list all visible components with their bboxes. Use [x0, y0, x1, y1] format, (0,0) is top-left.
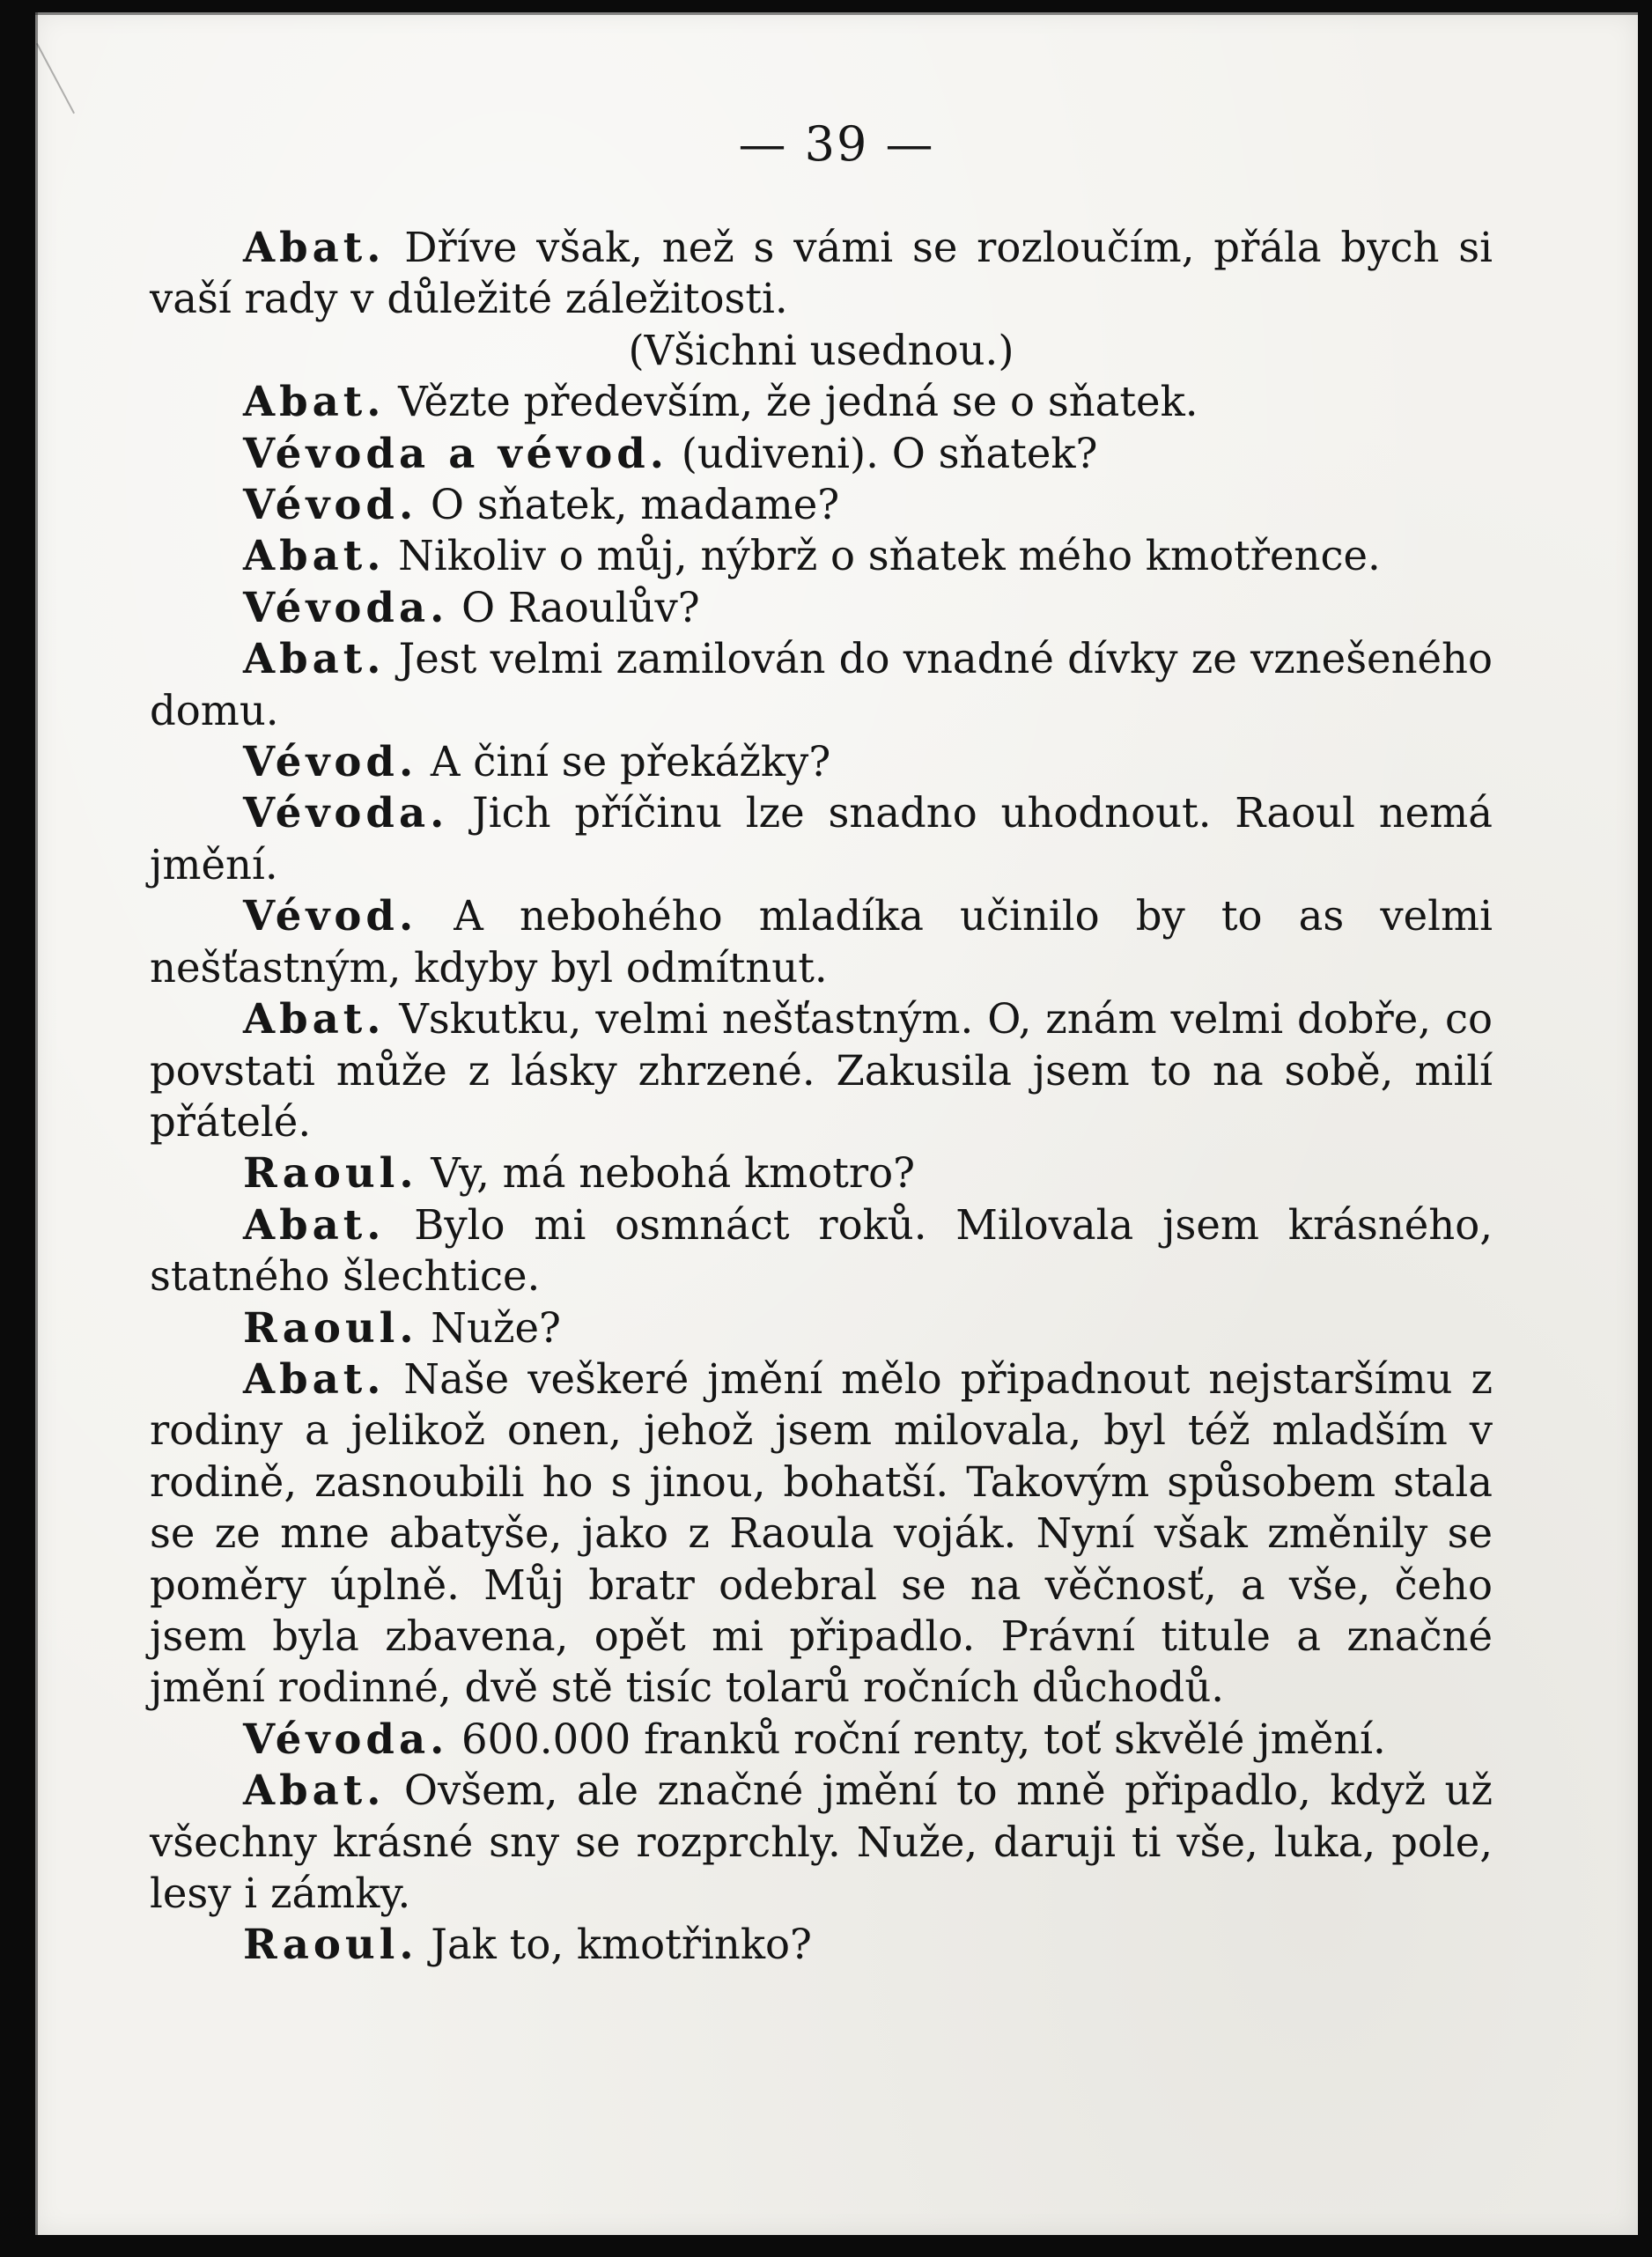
line-text: (Všichni usednou.) [628, 326, 1014, 374]
speaker-name: Abat. [243, 223, 386, 271]
line-text: Jak to, kmotřinko? [417, 1921, 812, 1969]
line-text: Vy, má nebohá kmotro? [417, 1149, 916, 1198]
scan-crease-mark [36, 43, 75, 114]
scan-edge-line-left [35, 12, 38, 2235]
speaker-name: Vévoda. [243, 788, 449, 837]
dialogue-line [150, 633, 1493, 736]
dialogue-line [150, 1714, 1493, 1765]
speaker-name: Vévoda. [243, 1714, 449, 1763]
dialogue-line [150, 428, 1493, 479]
dialogue-line [150, 1353, 1493, 1714]
line-text: 600.000 franků roční renty, toť skvělé jmění. [448, 1715, 1386, 1763]
speaker-name: Raoul. [243, 1302, 418, 1352]
line-text: Bylo mi osmnáct roků. Milovala jsem krásného, statného šlechtice. [150, 1200, 1493, 1301]
dialogue-line [150, 479, 1493, 530]
stage-direction [150, 325, 1493, 376]
line-text: Vězte především, že jedná se o sňatek. [385, 378, 1198, 426]
dialogue-line [150, 890, 1493, 993]
dialogue-line [150, 530, 1493, 581]
line-text: A nebohého mladíka učinilo by to as velmi nešťastným, kdyby byl odmítnut. [150, 892, 1493, 992]
speaker-name: Vévod. [243, 737, 418, 786]
dialogue-line [150, 376, 1493, 427]
speaker-name: Vévod. [243, 891, 418, 940]
speaker-name: Abat. [243, 1199, 386, 1249]
speaker-name: Vévod. [243, 480, 418, 529]
speaker-name: Abat. [243, 377, 386, 426]
speaker-name: Abat. [243, 1766, 386, 1815]
speaker-name: Abat. [243, 531, 386, 580]
dialogue-line [150, 582, 1493, 633]
line-text: Jich příčinu lze snadno uhodnout. Raoul nemá jmění. [150, 789, 1493, 889]
speaker-name: Raoul. [243, 1920, 418, 1969]
dialogue-line [150, 222, 1493, 325]
dialogue-line [150, 1147, 1493, 1199]
speaker-name: Abat. [243, 634, 386, 683]
speaker-name: Vévoda. [243, 582, 449, 631]
dialogue-line [150, 736, 1493, 787]
dialogue-line [150, 1919, 1493, 1970]
page-number: — 39 — [738, 116, 935, 172]
dialogue-text [150, 222, 1493, 1971]
line-text: Naše veškeré jmění mělo připadnout nejstaršímu z rodiny a jelikož onen, jehož jsem milovala, byl též mladším v rodině, zasnoubili ho s jinou, bohatší. Takovým spůsobem stala se ze mne abatyše, jako z Raoula voják. Nyní však změnily se poměry úplně. Můj bratr odebral se na věčnosť, a vše, čeho jsem byla zbavena, opět mi připadlo. Právní titule a značné jmění rodinné, dvě stě tisíc tolarů ročních důchodů. [150, 1354, 1493, 1712]
line-text: Jest velmi zamilován do vnadné dívky ze vznešeného domu. [150, 635, 1493, 734]
line-text: O sňatek, madame? [417, 481, 840, 529]
scan-edge-line-top [35, 12, 1638, 15]
dialogue-line [150, 1302, 1493, 1353]
dialogue-line [150, 1765, 1493, 1919]
line-text: Dříve však, než s vámi se rozloučím, přála bych si vaší rady v důležité záležitosti. [150, 224, 1493, 323]
dialogue-line [150, 787, 1493, 890]
book-page [35, 12, 1638, 2235]
speaker-name: Abat. [243, 994, 386, 1044]
line-text: Ovšem, ale značné jmění to mně připadlo, když už všechny krásné sny se rozprchly. Nuže, daruji ti vše, luka, pole, lesy i zámky. [150, 1767, 1493, 1917]
speaker-name: Vévoda a vévod. [243, 428, 668, 477]
line-text: Nikoliv o můj, nýbrž o sňatek mého kmotřence. [385, 532, 1381, 580]
line-text: O Raoulův? [448, 583, 700, 631]
speaker-name: Raoul. [243, 1148, 418, 1198]
line-text: Nuže? [417, 1303, 561, 1352]
line-text: A činí se překážky? [417, 738, 831, 786]
dialogue-line [150, 993, 1493, 1147]
speaker-name: Abat. [243, 1353, 386, 1403]
dialogue-line [150, 1199, 1493, 1302]
line-text: (udiveni). O sňatek? [667, 429, 1098, 477]
line-text: Vskutku, velmi nešťastným. O, znám velmi dobře, co povstati může z lásky zhrzené. Zakusila jsem to na sobě, milí přátelé. [150, 995, 1493, 1146]
